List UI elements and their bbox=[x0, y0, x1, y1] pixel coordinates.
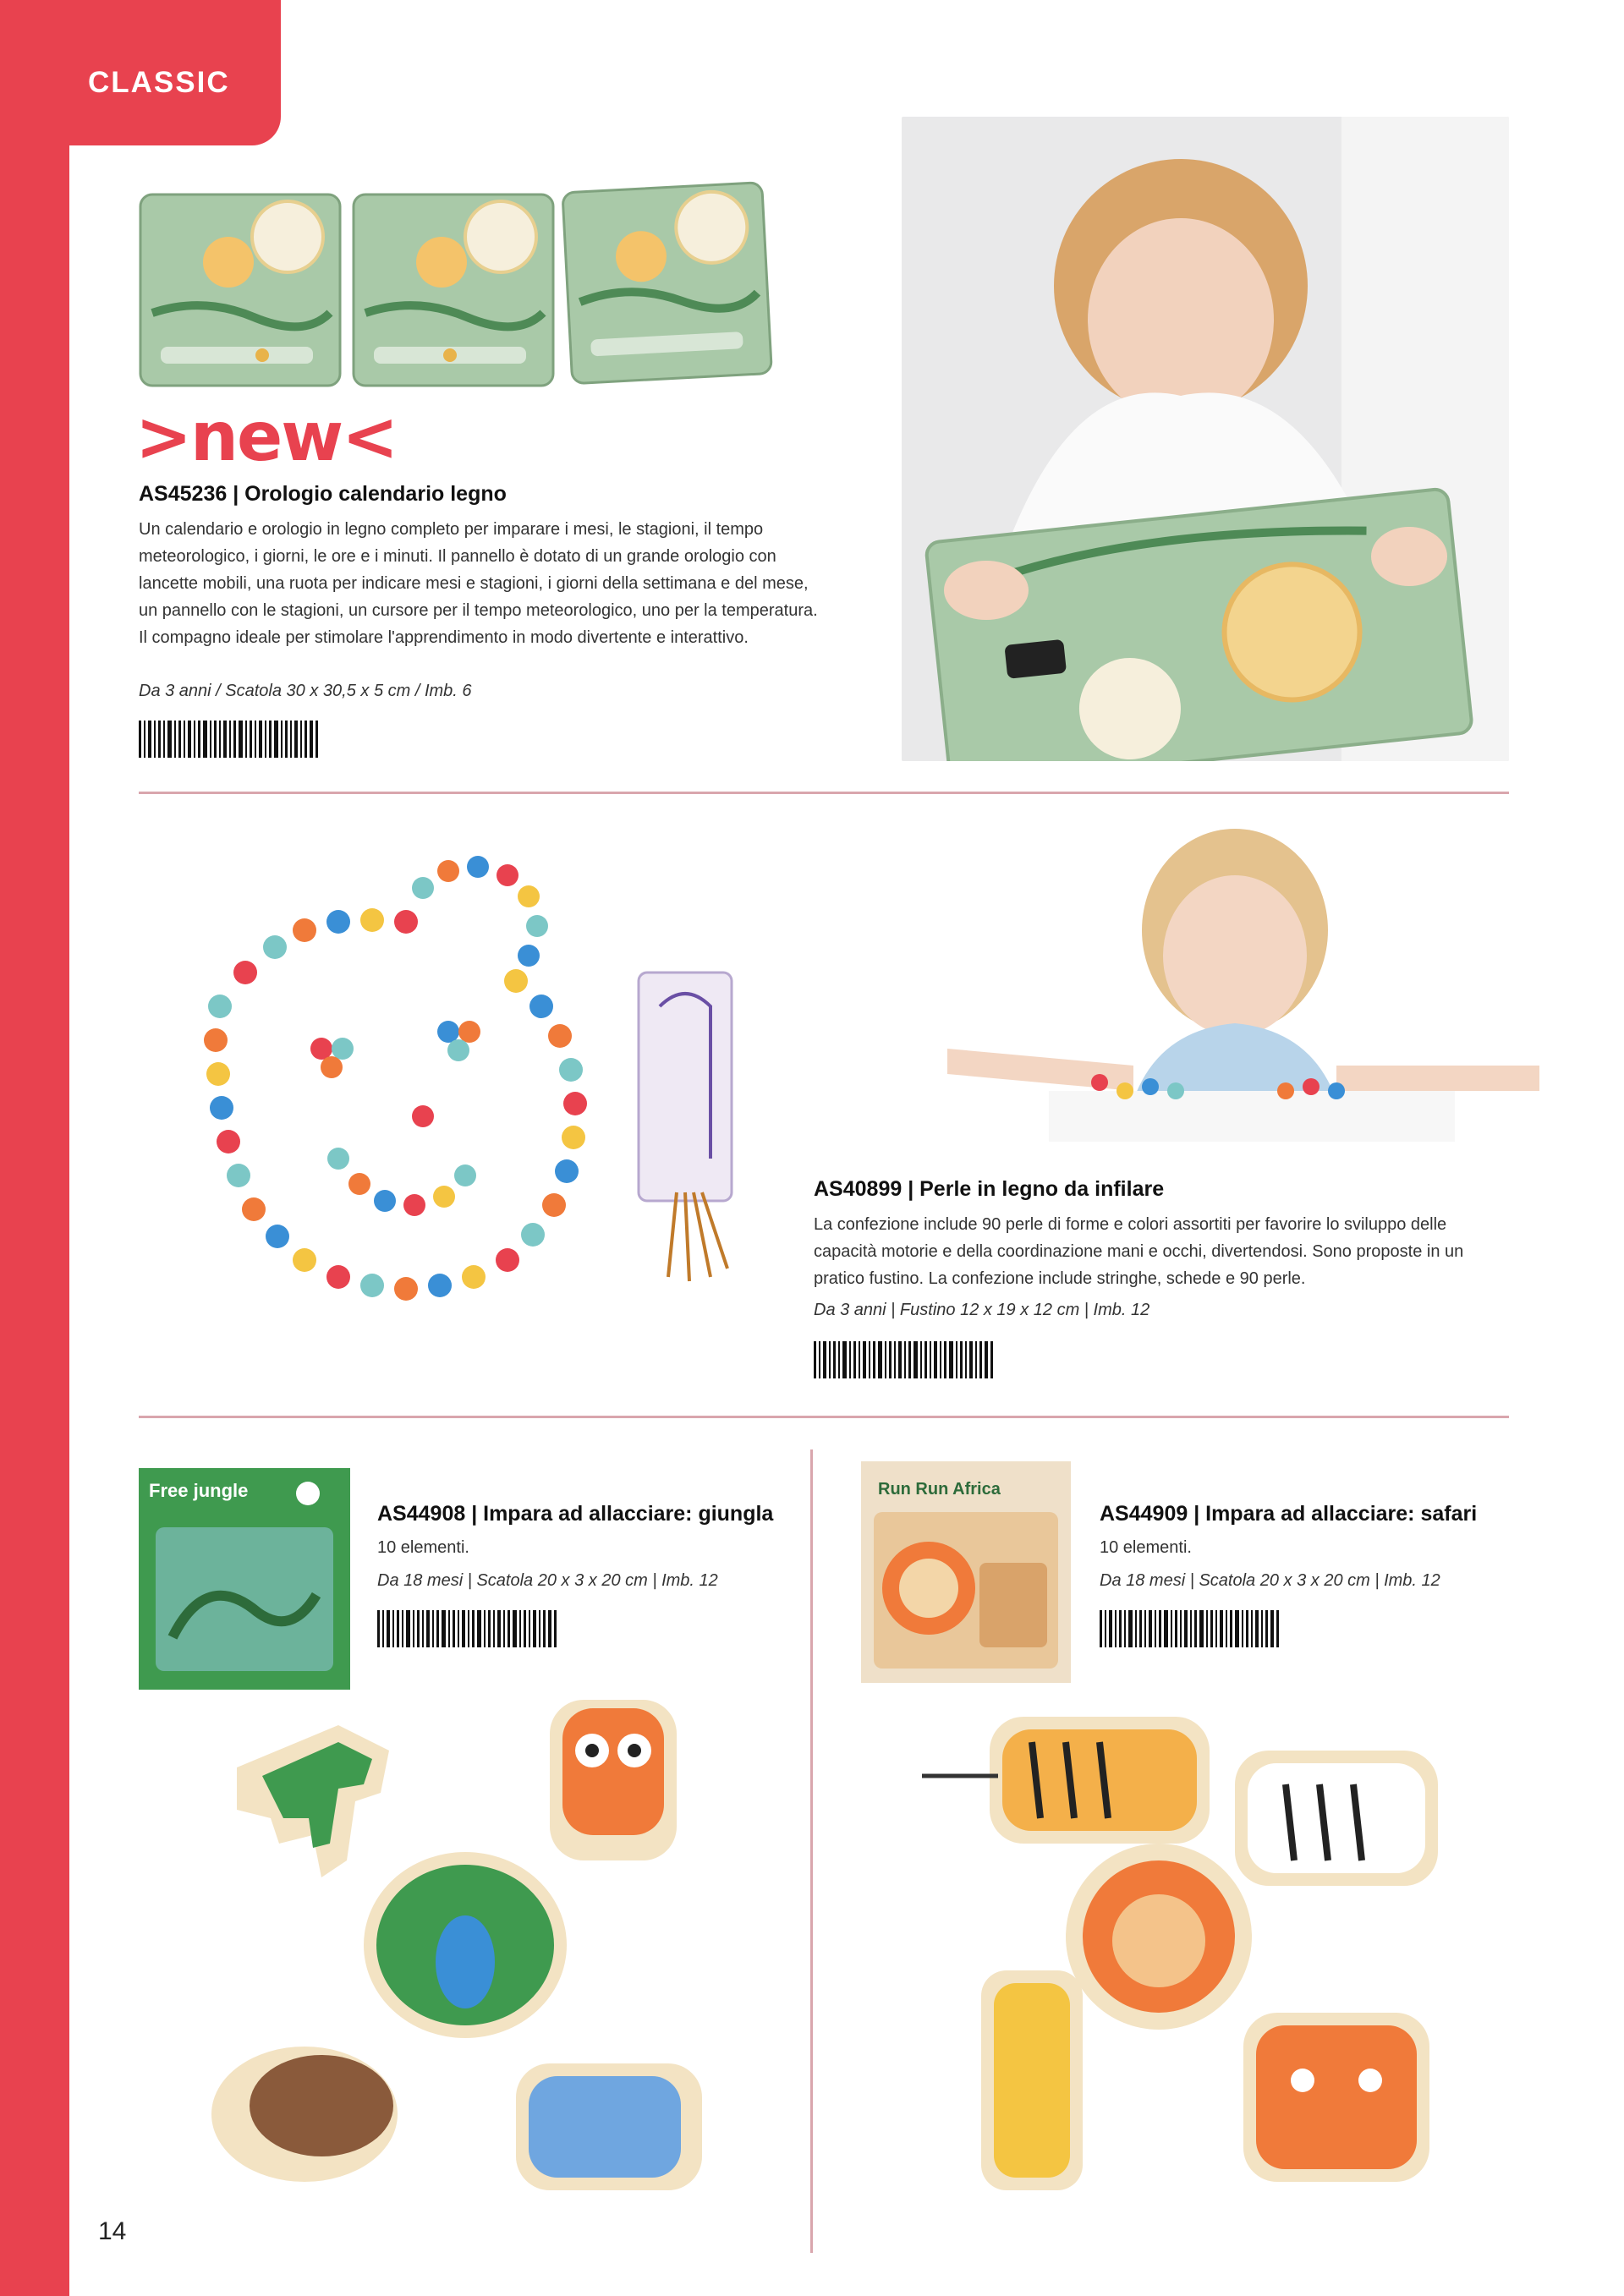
divider-2 bbox=[139, 1416, 1509, 1418]
child-calendar-photo bbox=[902, 117, 1509, 761]
divider-1 bbox=[139, 792, 1509, 794]
product-title-as45236: AS45236 | Orologio calendario legno bbox=[139, 482, 507, 506]
safari-box-label: Run Run Africa bbox=[878, 1480, 1001, 1499]
product-title-as44908: AS44908 | Impara ad allacciare: giungla bbox=[377, 1502, 774, 1526]
product-desc-as44909: 10 elementi. bbox=[1100, 1538, 1192, 1557]
safari-box-image bbox=[861, 1461, 1071, 1683]
new-badge: >new< bbox=[135, 397, 398, 476]
barcode-as44909 bbox=[1100, 1610, 1279, 1647]
jungle-animals-image bbox=[211, 1691, 719, 2216]
section-tab bbox=[0, 0, 281, 145]
barcode-as44908 bbox=[377, 1610, 557, 1647]
page-number: 14 bbox=[98, 2217, 127, 2245]
divider-vertical bbox=[810, 1449, 813, 2253]
product-title-as44909: AS44909 | Impara ad allacciare: safari bbox=[1100, 1502, 1478, 1526]
sidebar-band bbox=[0, 0, 69, 2296]
bead-face-image bbox=[169, 837, 778, 1319]
jungle-box-label: Free jungle bbox=[149, 1480, 249, 1501]
safari-animals-image bbox=[922, 1691, 1463, 2216]
section-label: CLASSIC bbox=[88, 66, 230, 99]
barcode-as45236 bbox=[139, 721, 318, 758]
product-meta-as44908: Da 18 mesi | Scatola 20 x 3 x 20 cm | Imb. 12 bbox=[377, 1571, 718, 1590]
child-beads-photo bbox=[930, 812, 1556, 1167]
product-meta-as44909: Da 18 mesi | Scatola 20 x 3 x 20 cm | Imb. 12 bbox=[1100, 1571, 1440, 1590]
jungle-box-image bbox=[139, 1468, 350, 1690]
product-desc-as45236: Un calendario e orologio in legno completo per imparare i mesi, le stagioni, il tempo meteorologico, i giorni, le ore e i minuti. Il pannello è dotato di un grande orologio con lancette mobili, una ruota per indicare mesi e stagioni, i giorni della settimana e del mese, un pannello con le stagioni, un cursore per il tempo meteorologico, uno per la temperatura. Il compagno ideale per stimolare l'apprendimento in modo divertente e interattivo. bbox=[139, 520, 818, 647]
product-meta-as40899: Da 3 anni | Fustino 12 x 19 x 12 cm | Imb. 12 bbox=[814, 1301, 1150, 1319]
product-desc-as44908: 10 elementi. bbox=[377, 1538, 469, 1557]
product-title-as40899: AS40899 | Perle in legno da infilare bbox=[814, 1177, 1165, 1201]
product-desc-as40899: La confezione include 90 perle di forme e colori assortiti per favorire lo sviluppo delle capacità motorie e della coordinazione mani e occhi, divertendosi. Sono proposte in un pratico fustino. La confezione include stringhe, schede e 90 perle. bbox=[814, 1215, 1464, 1288]
calendar-boards-image bbox=[135, 178, 778, 389]
product-meta-as45236: Da 3 anni / Scatola 30 x 30,5 x 5 cm / Imb. 6 bbox=[139, 682, 472, 700]
barcode-as40899 bbox=[814, 1341, 993, 1378]
